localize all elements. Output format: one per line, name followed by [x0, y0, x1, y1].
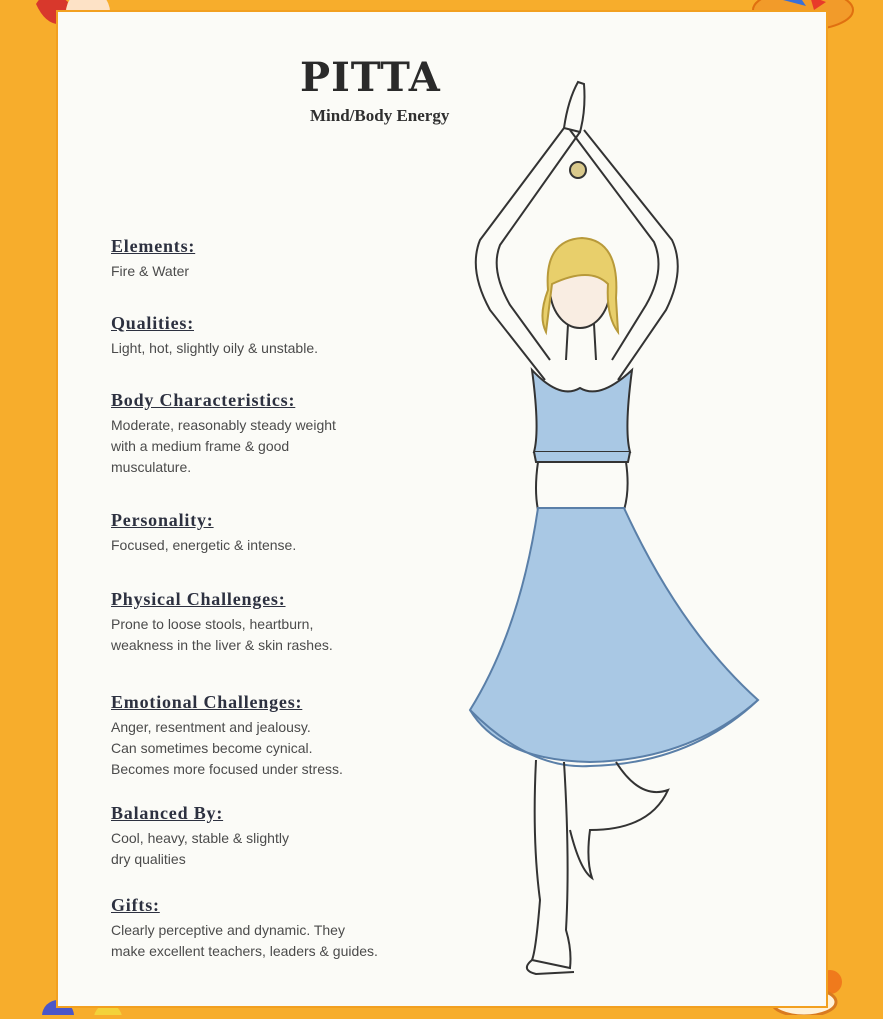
page-subtitle: Mind/Body Energy: [310, 106, 450, 125]
standing-leg: [532, 760, 571, 968]
yoga-figure-illustration: [440, 70, 780, 985]
section-text: Moderate, reasonably steady weight with a medium frame & good musculature.: [111, 417, 336, 475]
section-text: Focused, energetic & intense.: [111, 537, 297, 553]
section-text: Anger, resentment and jealousy. Can sometimes become cynical. Becomes more focused under stress.: [111, 719, 343, 777]
section-gifts: [111, 895, 378, 962]
left-arm: [476, 128, 564, 380]
section-heading: Physical Challenges:: [111, 589, 286, 609]
section-text: Prone to loose stools, heartburn, weakness in the liver & skin rashes.: [111, 616, 333, 653]
section-heading: Qualities:: [111, 313, 194, 333]
section-emotional-challenges: [111, 692, 343, 780]
section-text: Light, hot, slightly oily & unstable.: [111, 340, 319, 356]
section-heading: Body Characteristics:: [111, 390, 296, 410]
section-heading: Emotional Challenges:: [111, 692, 303, 712]
section-qualities: [111, 313, 318, 359]
page-title: PITTA: [300, 54, 441, 101]
section-text: Clearly perceptive and dynamic. They make excellent teachers, leaders & guides.: [111, 922, 378, 959]
section-personality: [111, 510, 296, 556]
section-heading: Gifts:: [111, 895, 160, 915]
crop-top: [532, 370, 632, 452]
section-heading: Personality:: [111, 510, 214, 530]
section-balanced-by: [111, 803, 289, 870]
section-body-characteristics: [111, 390, 336, 478]
section-physical-challenges: [111, 589, 333, 656]
section-elements: [111, 236, 195, 282]
section-heading: Elements:: [111, 236, 196, 256]
section-heading: Balanced By:: [111, 803, 224, 823]
hands: [564, 82, 585, 132]
section-text: Fire & Water: [111, 263, 190, 279]
skirt: [470, 508, 758, 762]
section-text: Cool, heavy, stable & slightly dry qualities: [111, 830, 289, 867]
bent-leg: [570, 762, 668, 878]
